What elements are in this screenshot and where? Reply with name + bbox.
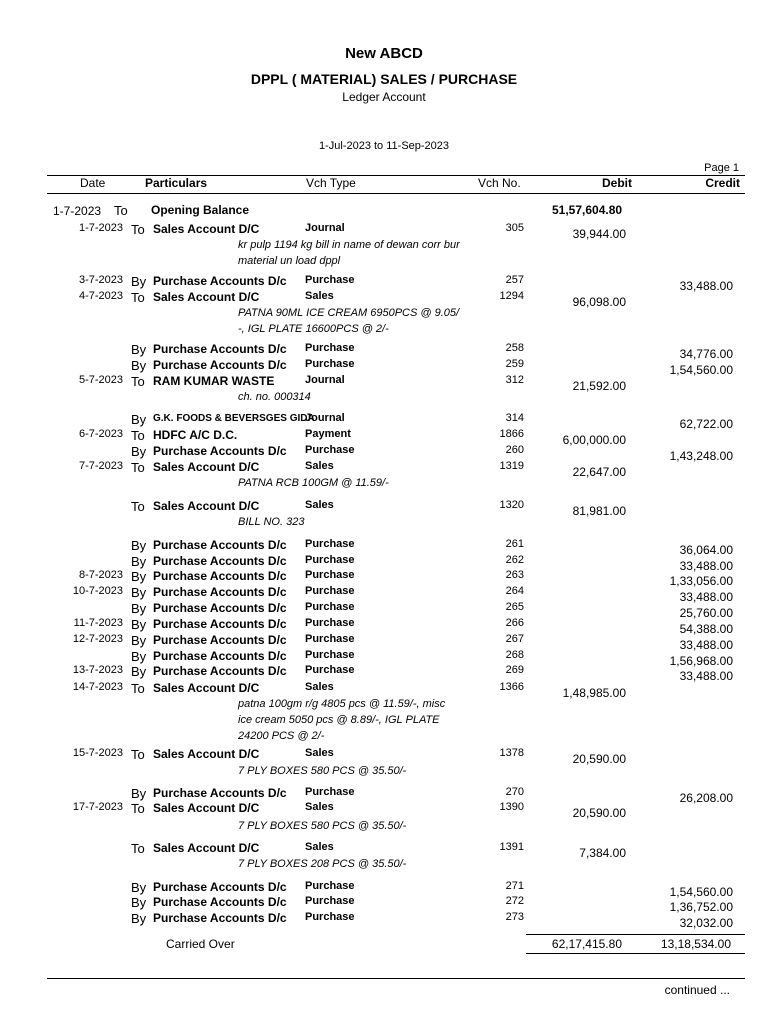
col-date: Date: [80, 176, 106, 190]
row-to-by: By: [131, 538, 147, 553]
row-credit: 33,488.00: [679, 669, 733, 683]
opening-particulars: Opening Balance: [151, 203, 250, 217]
row-particulars: Purchase Accounts D/c: [153, 895, 287, 909]
row-vch-type: Purchase: [305, 633, 355, 645]
row-credit: 33,488.00: [679, 590, 733, 604]
ledger-row: [0, 444, 768, 463]
row-to-by: By: [131, 358, 147, 373]
row-to-by: By: [131, 911, 147, 926]
row-particulars: Purchase Accounts D/c: [153, 911, 287, 925]
row-to-by: By: [131, 585, 147, 600]
ledger-row: [0, 499, 768, 518]
row-to-by: By: [131, 444, 147, 459]
row-vch-type: Sales: [305, 290, 334, 302]
row-vch-type: Sales: [305, 681, 334, 693]
row-date: 1-7-2023: [78, 222, 123, 234]
row-debit: 81,981.00: [572, 504, 626, 518]
period-range: 1-Jul-2023 to 11-Sep-2023: [318, 140, 450, 152]
row-vch-type: Sales: [305, 841, 334, 853]
row-vch-type: Purchase: [305, 601, 355, 613]
row-vch-no: 262: [505, 554, 524, 566]
row-credit: 1,33,056.00: [669, 574, 733, 588]
ledger-row: [0, 786, 768, 805]
row-vch-no: 1391: [499, 841, 524, 853]
ledger-row: [0, 664, 768, 683]
narration: PATNA 90ML ICE CREAM 6950PCS @ 9.05/ -, IGL PLATE 16600PCS @ 2/-: [238, 307, 460, 335]
ledger-row: [0, 895, 768, 914]
row-date: 14-7-2023: [72, 681, 123, 693]
row-vch-type: Purchase: [305, 554, 355, 566]
row-to-by: To: [131, 460, 145, 475]
totals-top-rule: [526, 934, 745, 935]
row-to-by: By: [131, 554, 147, 569]
row-vch-type: Purchase: [305, 444, 355, 456]
ledger-row: [0, 569, 768, 588]
row-particulars: Purchase Accounts D/c: [153, 585, 287, 599]
col-credit: Credit: [705, 176, 740, 190]
col-vch-no: Vch No.: [478, 176, 521, 190]
ledger-row: [0, 747, 768, 766]
row-particulars: Sales Account D/C: [153, 681, 260, 695]
row-to-by: By: [131, 880, 147, 895]
row-to-by: To: [131, 681, 145, 696]
ledger-row: [0, 649, 768, 668]
col-vch-type: Vch Type: [306, 176, 356, 190]
row-vch-no: 267: [505, 633, 524, 645]
row-vch-no: 272: [505, 895, 524, 907]
row-particulars: Purchase Accounts D/c: [153, 633, 287, 647]
ledger-row: [0, 290, 768, 309]
ledger-row: [0, 412, 768, 431]
row-vch-type: Purchase: [305, 895, 355, 907]
row-particulars: RAM KUMAR WASTE: [153, 374, 275, 388]
row-date: 15-7-2023: [72, 747, 123, 759]
row-vch-no: 273: [505, 911, 524, 923]
row-particulars: G.K. FOODS & BEVERSGES GIDA: [153, 413, 315, 424]
row-credit: 34,776.00: [679, 347, 733, 361]
narration: PATNA RCB 100GM @ 11.59/-: [238, 477, 389, 489]
row-to-by: By: [131, 617, 147, 632]
row-to-by: To: [131, 801, 145, 816]
row-credit: 33,488.00: [679, 638, 733, 652]
totals-bottom-rule: [526, 953, 745, 954]
row-to-by: By: [131, 601, 147, 616]
row-particulars: Purchase Accounts D/c: [153, 538, 287, 552]
row-credit: 32,032.00: [679, 916, 733, 930]
row-vch-type: Purchase: [305, 786, 355, 798]
ledger-row: [0, 911, 768, 930]
row-vch-type: Purchase: [305, 538, 355, 550]
ledger-row: [0, 342, 768, 361]
opening-debit: 51,57,604.80: [552, 203, 623, 217]
ledger-subtitle: Ledger Account: [342, 90, 426, 104]
row-particulars: Sales Account D/C: [153, 801, 260, 815]
row-particulars: Sales Account D/C: [153, 460, 260, 474]
row-vch-type: Journal: [305, 412, 345, 424]
row-vch-type: Purchase: [305, 649, 355, 661]
ledger-row: [0, 681, 768, 700]
row-vch-no: 266: [505, 617, 524, 629]
row-date: 17-7-2023: [72, 801, 123, 813]
row-credit: 36,064.00: [679, 543, 733, 557]
row-particulars: Purchase Accounts D/c: [153, 786, 287, 800]
row-vch-no: 259: [505, 358, 524, 370]
row-vch-no: 265: [505, 601, 524, 613]
row-vch-type: Sales: [305, 499, 334, 511]
ledger-row: [0, 633, 768, 652]
row-vch-no: 314: [505, 412, 524, 424]
narration: 7 PLY BOXES 580 PCS @ 35.50/-: [238, 765, 407, 777]
row-date: 13-7-2023: [72, 664, 123, 676]
row-credit: 26,208.00: [679, 791, 733, 805]
row-vch-type: Purchase: [305, 664, 355, 676]
row-to-by: To: [131, 747, 145, 762]
row-vch-no: 1294: [499, 290, 524, 302]
row-vch-no: 257: [505, 274, 524, 286]
ledger-row: [0, 841, 768, 860]
row-date: 8-7-2023: [78, 569, 123, 581]
row-vch-type: Purchase: [305, 880, 355, 892]
row-to-by: To: [131, 841, 145, 856]
row-to-by: By: [131, 649, 147, 664]
ledger-row: [0, 374, 768, 393]
row-debit: 6,00,000.00: [562, 433, 626, 447]
row-to-by: To: [131, 374, 145, 389]
ledger-row: [0, 222, 768, 241]
row-vch-no: 305: [505, 222, 524, 234]
row-to-by: By: [131, 569, 147, 584]
row-to-by: By: [131, 664, 147, 679]
row-credit: 1,36,752.00: [669, 900, 733, 914]
row-particulars: Purchase Accounts D/c: [153, 649, 287, 663]
row-to-by: By: [131, 274, 147, 289]
row-credit: 1,54,560.00: [669, 363, 733, 377]
row-date: 12-7-2023: [72, 633, 123, 645]
row-credit: 33,488.00: [679, 559, 733, 573]
company-name: New ABCD: [345, 45, 423, 62]
ledger-row: [0, 880, 768, 899]
row-to-by: By: [131, 633, 147, 648]
row-vch-type: Purchase: [305, 358, 355, 370]
row-particulars: HDFC A/C D.C.: [153, 428, 238, 442]
ledger-row: [0, 538, 768, 557]
ledger-row: [0, 585, 768, 604]
ledger-row: [0, 274, 768, 293]
row-vch-no: 1366: [499, 681, 524, 693]
row-vch-type: Purchase: [305, 617, 355, 629]
carried-over-credit: 13,18,534.00: [660, 937, 731, 951]
row-vch-type: Purchase: [305, 585, 355, 597]
row-vch-type: Journal: [305, 222, 345, 234]
continued-label: continued ...: [664, 983, 730, 997]
row-debit: 7,384.00: [579, 846, 626, 860]
ledger-row: [0, 428, 768, 447]
opening-date: 1-7-2023: [53, 204, 102, 218]
row-particulars: Purchase Accounts D/c: [153, 601, 287, 615]
col-debit: Debit: [602, 176, 632, 190]
row-credit: 25,760.00: [679, 606, 733, 620]
row-particulars: Purchase Accounts D/c: [153, 617, 287, 631]
row-date: 6-7-2023: [78, 428, 123, 440]
row-vch-no: 268: [505, 649, 524, 661]
ledger-title: DPPL ( MATERIAL) SALES / PURCHASE: [250, 71, 518, 87]
row-to-by: By: [131, 895, 147, 910]
row-vch-no: 1319: [499, 460, 524, 472]
ledger-row: [0, 358, 768, 377]
row-vch-type: Purchase: [305, 274, 355, 286]
row-particulars: Purchase Accounts D/c: [153, 274, 287, 288]
row-credit: 62,722.00: [679, 417, 733, 431]
ledger-row: [0, 460, 768, 479]
opening-to-by: To: [114, 203, 128, 218]
row-credit: 1,56,968.00: [669, 654, 733, 668]
row-debit: 96,098.00: [572, 295, 626, 309]
row-debit: 20,590.00: [572, 752, 626, 766]
narration: kr pulp 1194 kg bill in name of dewan corr bur material un load dppl: [238, 239, 460, 267]
row-debit: 39,944.00: [572, 227, 626, 241]
row-debit: 20,590.00: [572, 806, 626, 820]
row-date: 7-7-2023: [78, 460, 123, 472]
row-credit: 1,54,560.00: [669, 885, 733, 899]
page-number: Page 1: [704, 162, 739, 174]
row-vch-no: 312: [505, 374, 524, 386]
row-vch-no: 1866: [499, 428, 524, 440]
ledger-row: [0, 801, 768, 820]
row-date: 3-7-2023: [78, 274, 123, 286]
row-particulars: Sales Account D/C: [153, 841, 260, 855]
row-particulars: Sales Account D/C: [153, 499, 260, 513]
row-date: 4-7-2023: [78, 290, 123, 302]
row-vch-type: Journal: [305, 374, 345, 386]
row-vch-no: 260: [505, 444, 524, 456]
narration: 7 PLY BOXES 580 PCS @ 35.50/-: [238, 820, 407, 832]
row-debit: 1,48,985.00: [562, 686, 626, 700]
row-to-by: By: [131, 412, 147, 427]
row-credit: 1,43,248.00: [669, 449, 733, 463]
row-particulars: Sales Account D/C: [153, 747, 260, 761]
narration: ch. no. 000314: [238, 391, 311, 403]
narration: BILL NO. 323: [238, 516, 305, 528]
row-credit: 54,388.00: [679, 622, 733, 636]
row-vch-no: 258: [505, 342, 524, 354]
row-date: 11-7-2023: [73, 617, 123, 629]
row-vch-no: 263: [505, 569, 524, 581]
row-to-by: To: [131, 290, 145, 305]
row-particulars: Purchase Accounts D/c: [153, 664, 287, 678]
row-vch-type: Payment: [305, 428, 351, 440]
row-to-by: To: [131, 222, 145, 237]
carried-over-label: Carried Over: [166, 937, 235, 951]
row-vch-type: Sales: [305, 801, 334, 813]
ledger-row: [0, 601, 768, 620]
row-to-by: By: [131, 342, 147, 357]
header-bottom-rule: [47, 193, 745, 194]
row-particulars: Purchase Accounts D/c: [153, 358, 287, 372]
row-date: 5-7-2023: [78, 374, 123, 386]
row-to-by: By: [131, 786, 147, 801]
row-vch-no: 261: [505, 538, 524, 550]
row-vch-no: 1390: [499, 801, 524, 813]
row-vch-no: 1320: [499, 499, 524, 511]
row-particulars: Purchase Accounts D/c: [153, 554, 287, 568]
row-vch-type: Sales: [305, 460, 334, 472]
row-particulars: Sales Account D/C: [153, 290, 260, 304]
row-credit: 33,488.00: [679, 279, 733, 293]
narration: patna 100gm r/g 4805 pcs @ 11.59/-, misc ice cream 5050 pcs @ 8.89/-, IGL PLATE 24200 PCS @ 2/-: [238, 698, 446, 742]
row-vch-type: Purchase: [305, 569, 355, 581]
row-date: 10-7-2023: [72, 585, 123, 597]
narration: 7 PLY BOXES 208 PCS @ 35.50/-: [238, 858, 407, 870]
ledger-row: [0, 554, 768, 573]
row-vch-no: 264: [505, 585, 524, 597]
row-vch-no: 270: [505, 786, 524, 798]
col-particulars: Particulars: [145, 176, 208, 190]
row-to-by: To: [131, 428, 145, 443]
row-particulars: Purchase Accounts D/c: [153, 342, 287, 356]
row-particulars: Purchase Accounts D/c: [153, 880, 287, 894]
row-particulars: Purchase Accounts D/c: [153, 444, 287, 458]
page-bottom-rule: [47, 978, 745, 979]
row-debit: 22,647.00: [572, 465, 626, 479]
row-vch-type: Sales: [305, 747, 334, 759]
carried-over-debit: 62,17,415.80: [551, 937, 622, 951]
row-vch-no: 271: [505, 880, 524, 892]
row-vch-no: 1378: [499, 747, 524, 759]
row-debit: 21,592.00: [572, 379, 626, 393]
row-vch-type: Purchase: [305, 342, 355, 354]
row-vch-no: 269: [505, 664, 524, 676]
row-particulars: Sales Account D/C: [153, 222, 260, 236]
row-to-by: To: [131, 499, 145, 514]
row-particulars: Purchase Accounts D/c: [153, 569, 287, 583]
ledger-row: [0, 617, 768, 636]
row-vch-type: Purchase: [305, 911, 355, 923]
